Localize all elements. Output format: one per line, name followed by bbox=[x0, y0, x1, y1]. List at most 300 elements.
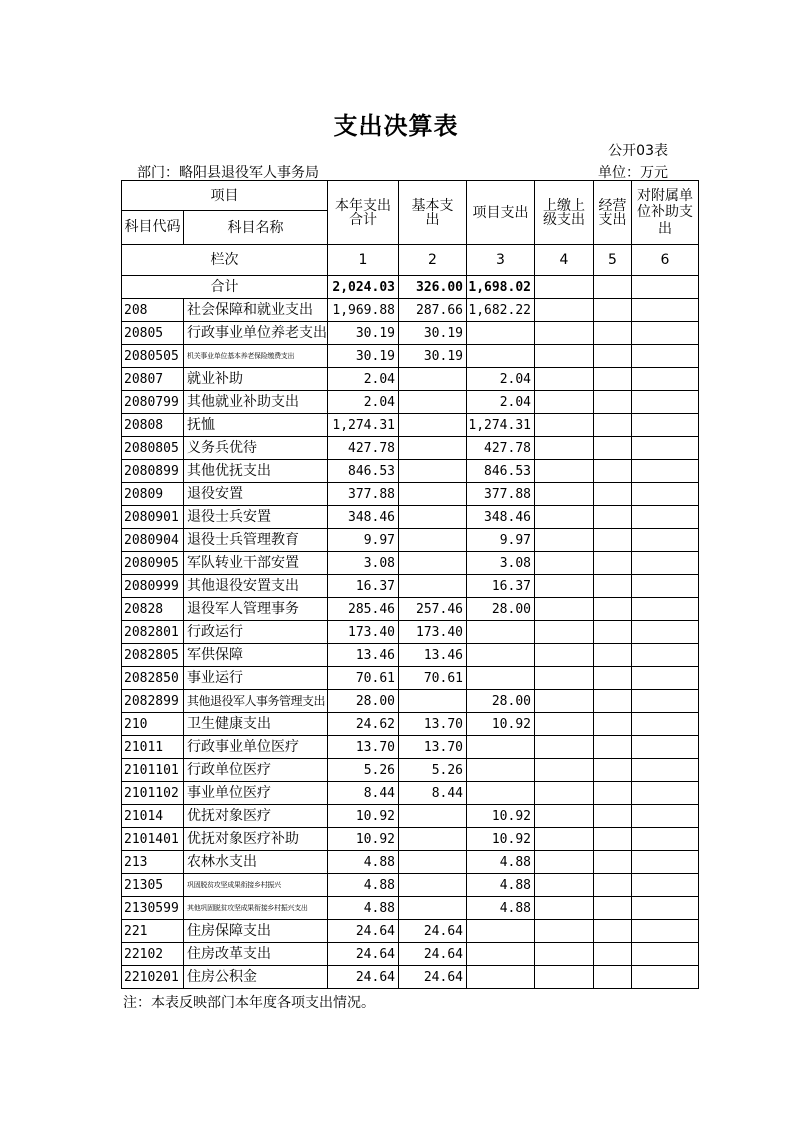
row-upper bbox=[535, 966, 594, 989]
row-subsidy bbox=[632, 575, 699, 598]
row-name: 其他优抚支出 bbox=[184, 460, 328, 483]
row-project: 427.78 bbox=[467, 437, 535, 460]
row-code: 2080805 bbox=[122, 437, 184, 460]
row-project: 2.04 bbox=[467, 368, 535, 391]
row-total: 30.19 bbox=[328, 345, 399, 368]
row-name: 抚恤 bbox=[184, 414, 328, 437]
row-project bbox=[467, 920, 535, 943]
row-code: 20805 bbox=[122, 322, 184, 345]
row-operating bbox=[594, 667, 632, 690]
row-project: 10.92 bbox=[467, 828, 535, 851]
total-upper bbox=[535, 276, 594, 299]
row-project: 4.88 bbox=[467, 897, 535, 920]
row-code: 2210201 bbox=[122, 966, 184, 989]
row-code: 208 bbox=[122, 299, 184, 322]
row-project: 9.97 bbox=[467, 529, 535, 552]
row-name: 事业单位医疗 bbox=[184, 782, 328, 805]
row-name: 事业运行 bbox=[184, 667, 328, 690]
header-subsidy: 对附属单位补助支出 bbox=[632, 181, 699, 245]
row-name: 退役士兵安置 bbox=[184, 506, 328, 529]
row-operating bbox=[594, 322, 632, 345]
table-row bbox=[122, 897, 699, 920]
row-project bbox=[467, 345, 535, 368]
page-title: 支出决算表 bbox=[333, 112, 459, 140]
row-upper bbox=[535, 437, 594, 460]
table-row bbox=[122, 552, 699, 575]
table-row bbox=[122, 828, 699, 851]
row-code: 2130599 bbox=[122, 897, 184, 920]
row-basic: 257.46 bbox=[399, 598, 467, 621]
row-basic bbox=[399, 483, 467, 506]
row-basic: 30.19 bbox=[399, 322, 467, 345]
row-upper bbox=[535, 414, 594, 437]
row-code: 2080901 bbox=[122, 506, 184, 529]
row-basic bbox=[399, 690, 467, 713]
header-operating: 经营支出 bbox=[594, 181, 632, 245]
row-operating bbox=[594, 598, 632, 621]
row-upper bbox=[535, 828, 594, 851]
table-row bbox=[122, 345, 699, 368]
row-project bbox=[467, 782, 535, 805]
table-row bbox=[122, 529, 699, 552]
row-project: 16.37 bbox=[467, 575, 535, 598]
row-subsidy bbox=[632, 299, 699, 322]
row-name: 其他退役军人事务管理支出 bbox=[184, 690, 328, 713]
row-subsidy bbox=[632, 897, 699, 920]
row-subsidy bbox=[632, 690, 699, 713]
row-code: 20807 bbox=[122, 368, 184, 391]
row-operating bbox=[594, 368, 632, 391]
row-code: 2082899 bbox=[122, 690, 184, 713]
row-upper bbox=[535, 391, 594, 414]
row-project: 2.04 bbox=[467, 391, 535, 414]
row-name: 其他退役安置支出 bbox=[184, 575, 328, 598]
row-subsidy bbox=[632, 414, 699, 437]
row-code: 2101101 bbox=[122, 759, 184, 782]
row-basic: 13.70 bbox=[399, 713, 467, 736]
row-name: 优抚对象医疗补助 bbox=[184, 828, 328, 851]
row-code: 2101401 bbox=[122, 828, 184, 851]
table-row bbox=[122, 460, 699, 483]
row-project: 10.92 bbox=[467, 805, 535, 828]
row-basic bbox=[399, 851, 467, 874]
row-project: 377.88 bbox=[467, 483, 535, 506]
row-code: 20809 bbox=[122, 483, 184, 506]
table-note: 注：本表反映部门本年度各项支出情况。 bbox=[123, 995, 375, 1011]
header-basic: 基本支出 bbox=[399, 181, 467, 245]
row-code: 210 bbox=[122, 713, 184, 736]
total-subsidy bbox=[632, 276, 699, 299]
row-upper bbox=[535, 552, 594, 575]
row-code: 20828 bbox=[122, 598, 184, 621]
row-code: 2080904 bbox=[122, 529, 184, 552]
column-index-1: 1 bbox=[328, 245, 399, 276]
unit-label: 单位：万元 bbox=[598, 165, 668, 181]
column-index-label: 栏次 bbox=[122, 245, 328, 276]
row-operating bbox=[594, 828, 632, 851]
table-row bbox=[122, 851, 699, 874]
row-name: 义务兵优待 bbox=[184, 437, 328, 460]
row-code: 2101102 bbox=[122, 782, 184, 805]
table-row bbox=[122, 414, 699, 437]
row-upper bbox=[535, 644, 594, 667]
row-project bbox=[467, 759, 535, 782]
row-upper bbox=[535, 368, 594, 391]
row-name: 行政事业单位医疗 bbox=[184, 736, 328, 759]
row-name: 退役安置 bbox=[184, 483, 328, 506]
table-row bbox=[122, 713, 699, 736]
column-index-3: 3 bbox=[467, 245, 535, 276]
row-basic: 13.46 bbox=[399, 644, 467, 667]
row-code: 2080799 bbox=[122, 391, 184, 414]
row-upper bbox=[535, 920, 594, 943]
total-operating bbox=[594, 276, 632, 299]
row-project: 4.88 bbox=[467, 874, 535, 897]
row-upper bbox=[535, 943, 594, 966]
row-subsidy bbox=[632, 943, 699, 966]
row-total: 16.37 bbox=[328, 575, 399, 598]
row-operating bbox=[594, 414, 632, 437]
row-name: 社会保障和就业支出 bbox=[184, 299, 328, 322]
row-subsidy bbox=[632, 736, 699, 759]
row-total: 4.88 bbox=[328, 897, 399, 920]
row-subsidy bbox=[632, 874, 699, 897]
row-code: 2082850 bbox=[122, 667, 184, 690]
header-code: 科目代码 bbox=[122, 211, 184, 245]
row-total: 1,274.31 bbox=[328, 414, 399, 437]
row-code: 2080999 bbox=[122, 575, 184, 598]
row-project: 4.88 bbox=[467, 851, 535, 874]
row-subsidy bbox=[632, 345, 699, 368]
row-subsidy bbox=[632, 759, 699, 782]
row-operating bbox=[594, 506, 632, 529]
row-basic: 24.64 bbox=[399, 943, 467, 966]
row-basic bbox=[399, 506, 467, 529]
row-upper bbox=[535, 575, 594, 598]
row-total: 4.88 bbox=[328, 851, 399, 874]
table-row bbox=[122, 736, 699, 759]
row-subsidy bbox=[632, 851, 699, 874]
row-total: 13.70 bbox=[328, 736, 399, 759]
column-index-6: 6 bbox=[632, 245, 699, 276]
table-row bbox=[122, 322, 699, 345]
table-row bbox=[122, 920, 699, 943]
row-subsidy bbox=[632, 391, 699, 414]
total-label: 合计 bbox=[122, 276, 328, 299]
row-operating bbox=[594, 920, 632, 943]
row-total: 30.19 bbox=[328, 322, 399, 345]
row-operating bbox=[594, 851, 632, 874]
row-upper bbox=[535, 805, 594, 828]
row-upper bbox=[535, 529, 594, 552]
row-total: 348.46 bbox=[328, 506, 399, 529]
table-row bbox=[122, 782, 699, 805]
row-basic bbox=[399, 391, 467, 414]
row-basic bbox=[399, 437, 467, 460]
row-project: 1,274.31 bbox=[467, 414, 535, 437]
row-project: 348.46 bbox=[467, 506, 535, 529]
row-operating bbox=[594, 391, 632, 414]
row-basic: 13.70 bbox=[399, 736, 467, 759]
row-upper bbox=[535, 667, 594, 690]
expenditure-table bbox=[121, 180, 699, 989]
row-upper bbox=[535, 690, 594, 713]
row-project bbox=[467, 322, 535, 345]
row-name: 住房保障支出 bbox=[184, 920, 328, 943]
row-project: 28.00 bbox=[467, 690, 535, 713]
row-subsidy bbox=[632, 437, 699, 460]
form-number: 公开03表 bbox=[608, 143, 668, 159]
row-upper bbox=[535, 299, 594, 322]
row-operating bbox=[594, 782, 632, 805]
row-basic: 30.19 bbox=[399, 345, 467, 368]
row-operating bbox=[594, 575, 632, 598]
row-project bbox=[467, 736, 535, 759]
row-name: 住房公积金 bbox=[184, 966, 328, 989]
row-code: 2080905 bbox=[122, 552, 184, 575]
row-subsidy bbox=[632, 782, 699, 805]
table-row bbox=[122, 621, 699, 644]
row-subsidy bbox=[632, 483, 699, 506]
row-project bbox=[467, 644, 535, 667]
row-code: 20808 bbox=[122, 414, 184, 437]
row-basic bbox=[399, 575, 467, 598]
row-total: 173.40 bbox=[328, 621, 399, 644]
row-upper bbox=[535, 621, 594, 644]
row-project: 1,682.22 bbox=[467, 299, 535, 322]
row-basic bbox=[399, 828, 467, 851]
row-operating bbox=[594, 621, 632, 644]
header-upper: 上缴上级支出 bbox=[535, 181, 594, 245]
header-project: 项目支出 bbox=[467, 181, 535, 245]
row-basic: 24.64 bbox=[399, 920, 467, 943]
row-name: 军供保障 bbox=[184, 644, 328, 667]
row-operating bbox=[594, 299, 632, 322]
row-project bbox=[467, 966, 535, 989]
row-subsidy bbox=[632, 552, 699, 575]
row-basic bbox=[399, 368, 467, 391]
table-row bbox=[122, 575, 699, 598]
row-basic bbox=[399, 552, 467, 575]
row-basic: 173.40 bbox=[399, 621, 467, 644]
row-name: 军队转业干部安置 bbox=[184, 552, 328, 575]
column-index-4: 4 bbox=[535, 245, 594, 276]
row-basic: 24.64 bbox=[399, 966, 467, 989]
row-total: 2.04 bbox=[328, 368, 399, 391]
department-label: 部门：略阳县退役军人事务局 bbox=[137, 165, 319, 181]
table-row bbox=[122, 368, 699, 391]
row-project bbox=[467, 943, 535, 966]
row-code: 2082805 bbox=[122, 644, 184, 667]
total-basic: 326.00 bbox=[399, 276, 467, 299]
row-basic bbox=[399, 529, 467, 552]
row-operating bbox=[594, 736, 632, 759]
total-amount: 2,024.03 bbox=[328, 276, 399, 299]
row-code: 213 bbox=[122, 851, 184, 874]
row-upper bbox=[535, 322, 594, 345]
row-subsidy bbox=[632, 920, 699, 943]
table-row bbox=[122, 874, 699, 897]
table-row bbox=[122, 598, 699, 621]
row-code: 2082801 bbox=[122, 621, 184, 644]
row-operating bbox=[594, 552, 632, 575]
row-subsidy bbox=[632, 322, 699, 345]
row-name: 机关事业单位基本养老保险缴费支出 bbox=[184, 345, 328, 368]
row-basic: 287.66 bbox=[399, 299, 467, 322]
row-total: 8.44 bbox=[328, 782, 399, 805]
row-upper bbox=[535, 897, 594, 920]
row-name: 农林水支出 bbox=[184, 851, 328, 874]
row-name: 卫生健康支出 bbox=[184, 713, 328, 736]
row-name: 其他巩固脱贫攻坚成果衔接乡村振兴支出 bbox=[184, 897, 328, 920]
row-operating bbox=[594, 460, 632, 483]
row-upper bbox=[535, 874, 594, 897]
row-operating bbox=[594, 345, 632, 368]
row-name: 住房改革支出 bbox=[184, 943, 328, 966]
row-upper bbox=[535, 713, 594, 736]
table-row bbox=[122, 690, 699, 713]
row-operating bbox=[594, 437, 632, 460]
row-code: 21011 bbox=[122, 736, 184, 759]
row-subsidy bbox=[632, 828, 699, 851]
row-code: 21305 bbox=[122, 874, 184, 897]
row-name: 退役军人管理事务 bbox=[184, 598, 328, 621]
total-row bbox=[122, 276, 699, 299]
table-row bbox=[122, 437, 699, 460]
table-row bbox=[122, 805, 699, 828]
row-total: 10.92 bbox=[328, 828, 399, 851]
column-index-5: 5 bbox=[594, 245, 632, 276]
row-subsidy bbox=[632, 460, 699, 483]
row-basic: 8.44 bbox=[399, 782, 467, 805]
row-upper bbox=[535, 759, 594, 782]
row-subsidy bbox=[632, 966, 699, 989]
row-total: 5.26 bbox=[328, 759, 399, 782]
row-operating bbox=[594, 943, 632, 966]
row-basic bbox=[399, 874, 467, 897]
row-code: 2080899 bbox=[122, 460, 184, 483]
row-name: 巩固脱贫攻坚成果衔接乡村振兴 bbox=[184, 874, 328, 897]
row-total: 4.88 bbox=[328, 874, 399, 897]
row-total: 2.04 bbox=[328, 391, 399, 414]
header-total: 本年支出合计 bbox=[328, 181, 399, 245]
row-project bbox=[467, 621, 535, 644]
row-upper bbox=[535, 598, 594, 621]
row-total: 10.92 bbox=[328, 805, 399, 828]
row-name: 优抚对象医疗 bbox=[184, 805, 328, 828]
row-project: 28.00 bbox=[467, 598, 535, 621]
row-basic bbox=[399, 414, 467, 437]
row-operating bbox=[594, 759, 632, 782]
row-name: 就业补助 bbox=[184, 368, 328, 391]
row-subsidy bbox=[632, 667, 699, 690]
row-code: 22102 bbox=[122, 943, 184, 966]
row-subsidy bbox=[632, 805, 699, 828]
table-row bbox=[122, 667, 699, 690]
row-total: 24.64 bbox=[328, 943, 399, 966]
row-project: 10.92 bbox=[467, 713, 535, 736]
row-upper bbox=[535, 851, 594, 874]
row-total: 24.64 bbox=[328, 966, 399, 989]
row-operating bbox=[594, 897, 632, 920]
header-item: 项目 bbox=[122, 181, 328, 211]
row-upper bbox=[535, 782, 594, 805]
row-operating bbox=[594, 529, 632, 552]
table-row bbox=[122, 299, 699, 322]
row-total: 1,969.88 bbox=[328, 299, 399, 322]
table-row bbox=[122, 644, 699, 667]
table-row bbox=[122, 391, 699, 414]
row-upper bbox=[535, 483, 594, 506]
row-project bbox=[467, 667, 535, 690]
row-total: 285.46 bbox=[328, 598, 399, 621]
table-row bbox=[122, 759, 699, 782]
row-upper bbox=[535, 506, 594, 529]
column-index-2: 2 bbox=[399, 245, 467, 276]
row-subsidy bbox=[632, 713, 699, 736]
row-upper bbox=[535, 345, 594, 368]
row-total: 24.64 bbox=[328, 920, 399, 943]
row-upper bbox=[535, 460, 594, 483]
row-upper bbox=[535, 736, 594, 759]
row-total: 24.62 bbox=[328, 713, 399, 736]
row-project: 846.53 bbox=[467, 460, 535, 483]
row-name: 行政单位医疗 bbox=[184, 759, 328, 782]
row-project: 3.08 bbox=[467, 552, 535, 575]
row-basic: 70.61 bbox=[399, 667, 467, 690]
header-name: 科目名称 bbox=[184, 211, 328, 245]
row-basic bbox=[399, 805, 467, 828]
row-basic bbox=[399, 897, 467, 920]
row-operating bbox=[594, 644, 632, 667]
row-total: 13.46 bbox=[328, 644, 399, 667]
row-code: 221 bbox=[122, 920, 184, 943]
row-operating bbox=[594, 483, 632, 506]
row-total: 427.78 bbox=[328, 437, 399, 460]
row-total: 3.08 bbox=[328, 552, 399, 575]
row-subsidy bbox=[632, 621, 699, 644]
row-total: 9.97 bbox=[328, 529, 399, 552]
row-basic bbox=[399, 460, 467, 483]
row-name: 行政运行 bbox=[184, 621, 328, 644]
row-basic: 5.26 bbox=[399, 759, 467, 782]
row-total: 70.61 bbox=[328, 667, 399, 690]
row-name: 其他就业补助支出 bbox=[184, 391, 328, 414]
row-total: 846.53 bbox=[328, 460, 399, 483]
table-row bbox=[122, 506, 699, 529]
row-name: 行政事业单位养老支出 bbox=[184, 322, 328, 345]
row-subsidy bbox=[632, 529, 699, 552]
table-row bbox=[122, 966, 699, 989]
row-subsidy bbox=[632, 644, 699, 667]
row-total: 377.88 bbox=[328, 483, 399, 506]
row-operating bbox=[594, 966, 632, 989]
row-operating bbox=[594, 805, 632, 828]
row-name: 退役士兵管理教育 bbox=[184, 529, 328, 552]
row-operating bbox=[594, 690, 632, 713]
row-subsidy bbox=[632, 368, 699, 391]
row-total: 28.00 bbox=[328, 690, 399, 713]
row-operating bbox=[594, 713, 632, 736]
table-row bbox=[122, 943, 699, 966]
row-code: 2080505 bbox=[122, 345, 184, 368]
row-code: 21014 bbox=[122, 805, 184, 828]
row-operating bbox=[594, 874, 632, 897]
total-project: 1,698.02 bbox=[467, 276, 535, 299]
row-subsidy bbox=[632, 506, 699, 529]
table-row bbox=[122, 483, 699, 506]
row-subsidy bbox=[632, 598, 699, 621]
